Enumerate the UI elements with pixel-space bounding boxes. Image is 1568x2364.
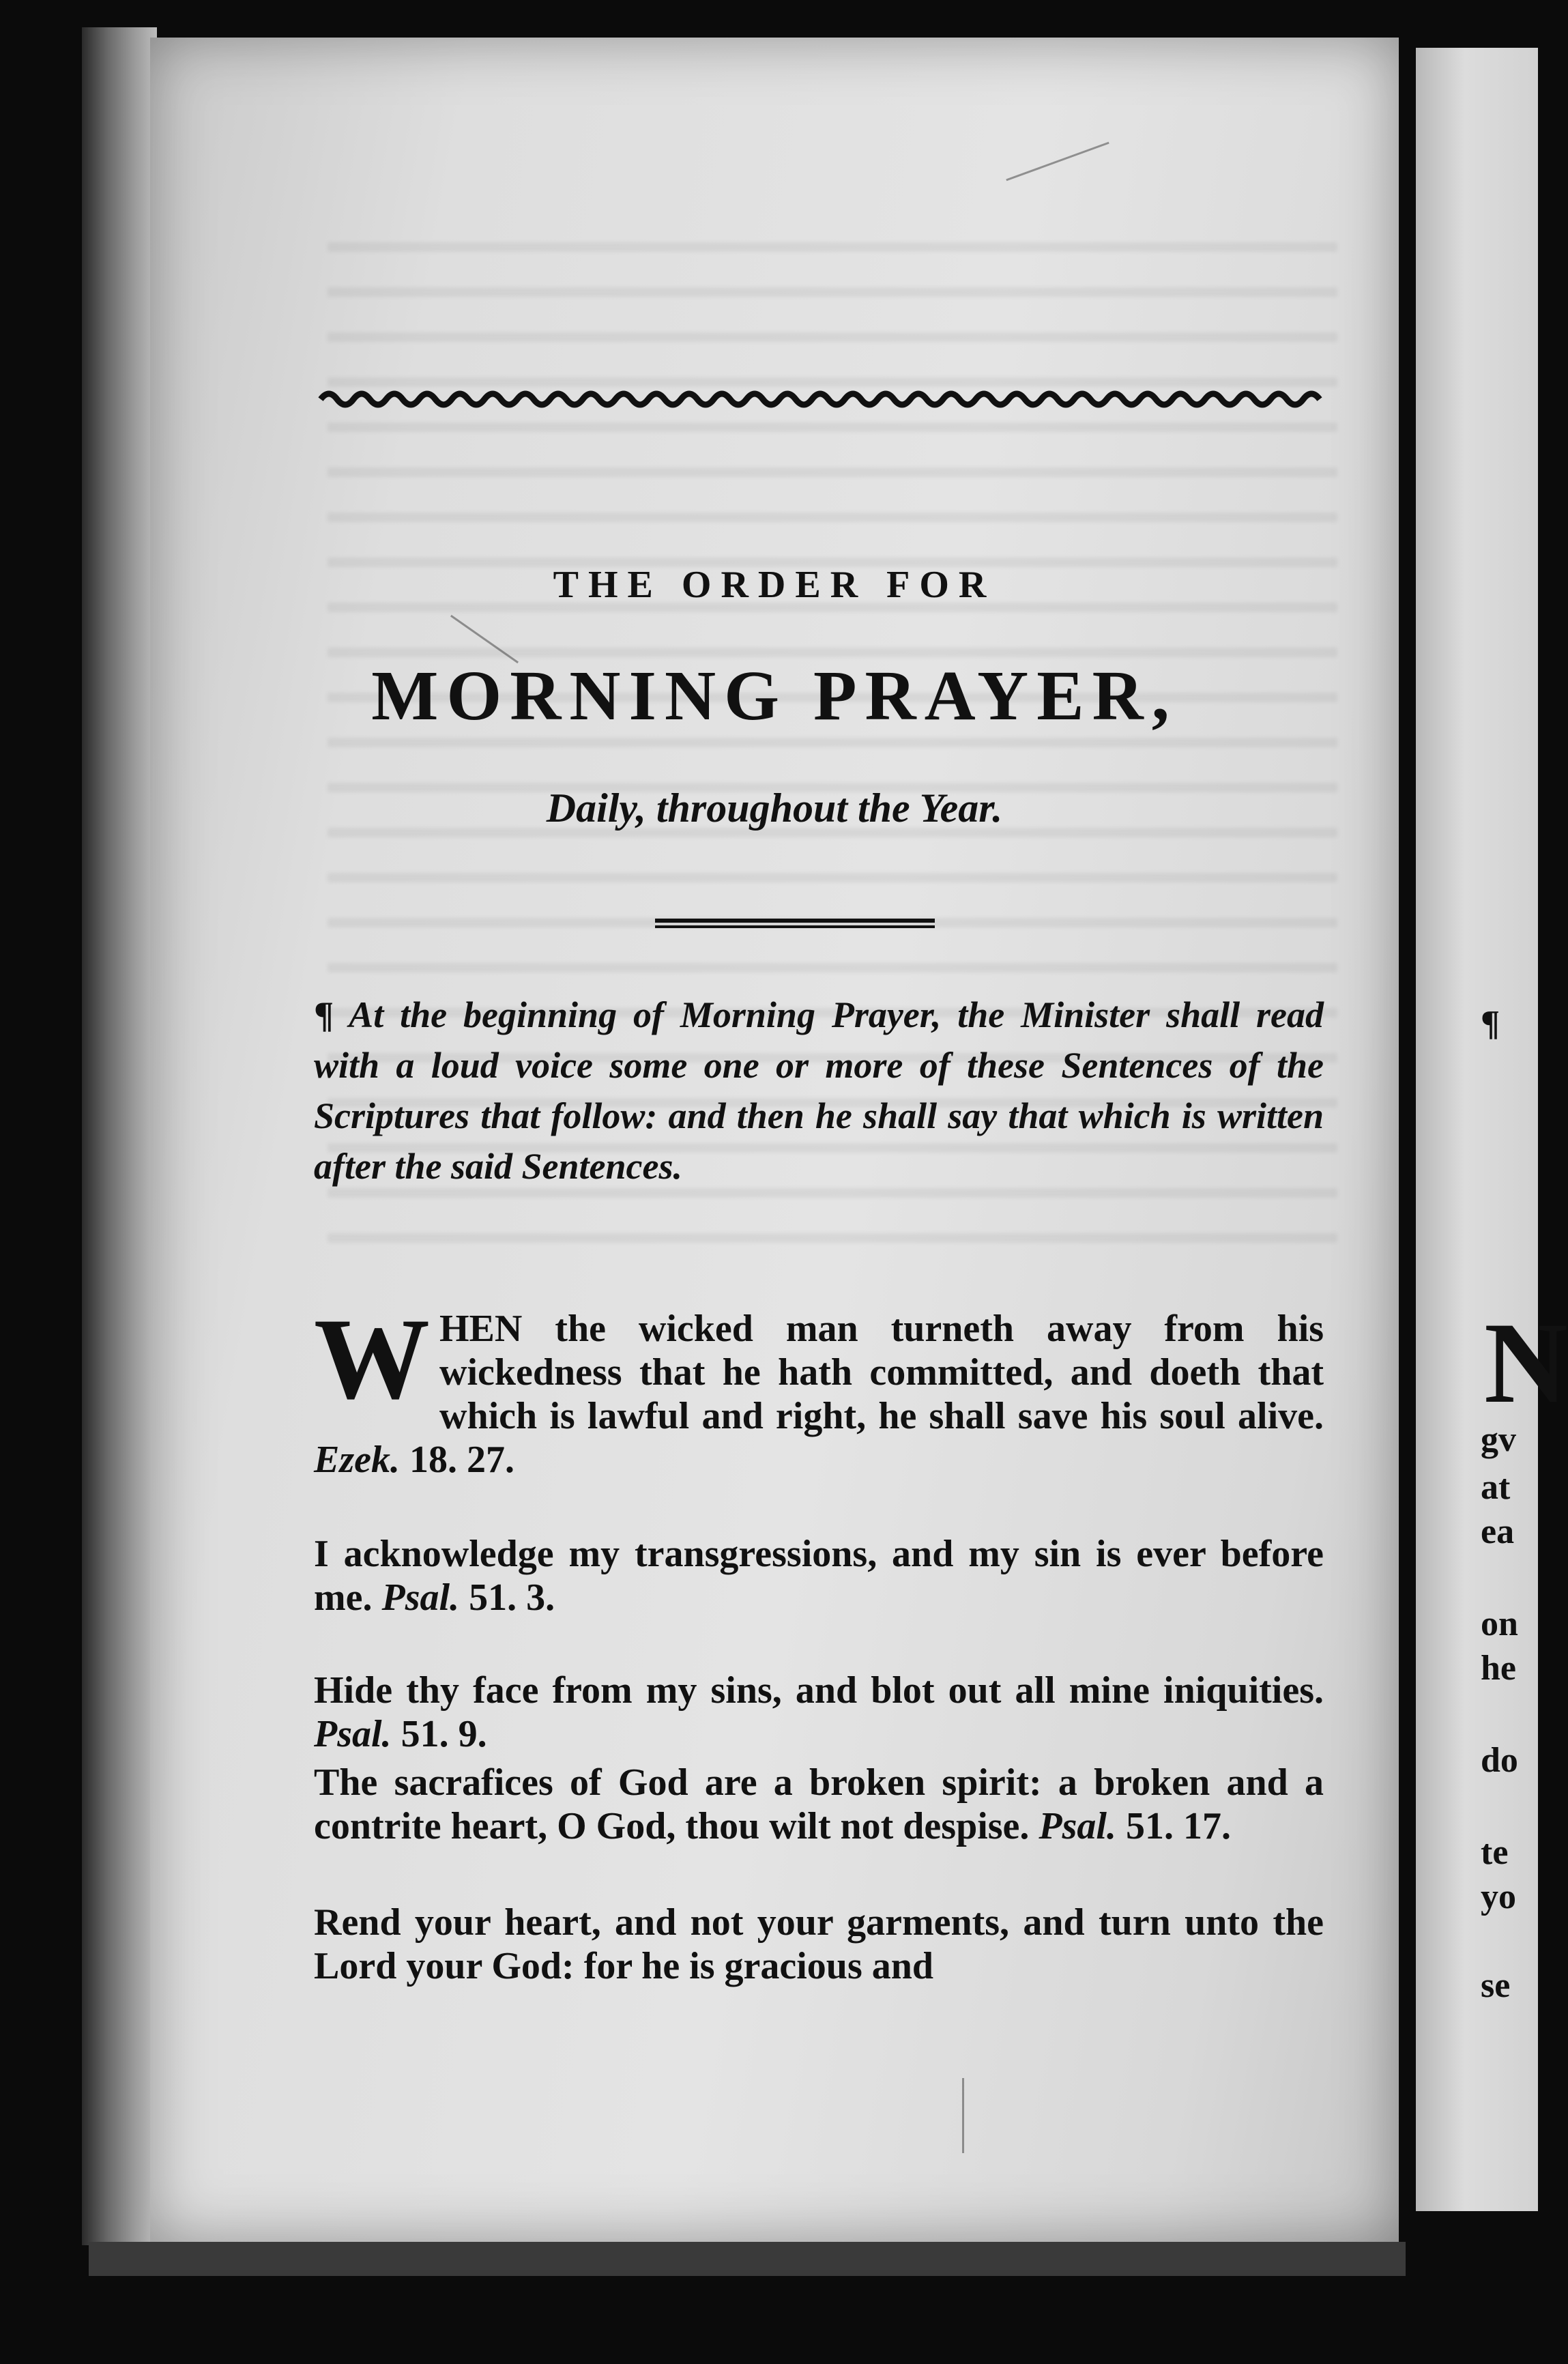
facing-page-fragment: N — [1484, 1299, 1568, 1427]
rubric-text: At the beginning of Morning Prayer, the Minister shall read with a loud voice some one or more of these Sentences of the Scriptures that follow: and then he shall say that which is written after the said Sentences. — [314, 994, 1324, 1187]
scripture-reference-verse: 51. 3. — [459, 1576, 555, 1619]
page-title: MORNING PRAYER, — [371, 657, 1178, 735]
scripture-sentence — [314, 1295, 1324, 1482]
book-binding-edge — [82, 27, 157, 2245]
drop-cap: W — [314, 1295, 430, 1423]
paper-scratch — [962, 2078, 964, 2153]
sentence-text: Rend your heart, and not your garments, and turn unto the Lord your God: for he is gracious and — [314, 1901, 1324, 1987]
page-subtitle: Daily, throughout the Year. — [546, 785, 1003, 831]
scripture-reference-verse: 51. 17. — [1116, 1805, 1231, 1847]
rubric-instruction — [314, 990, 1324, 1192]
scripture-sentence — [314, 1901, 1324, 1988]
facing-page-fragment: at — [1481, 1468, 1511, 1507]
facing-page-fragment: yo — [1481, 1877, 1516, 1916]
facing-page-fragment: he — [1481, 1649, 1516, 1688]
facing-page-fragment: gv — [1481, 1420, 1516, 1459]
facing-page-fragment: do — [1481, 1741, 1518, 1780]
scripture-reference-book: Psal. — [314, 1713, 392, 1755]
facing-page-edge — [1416, 48, 1568, 2211]
scripture-sentence — [314, 1761, 1324, 1848]
facing-page-fragment: ¶ — [1481, 1004, 1500, 1043]
book-page — [150, 38, 1399, 2242]
scripture-reference-verse: 51. 9. — [391, 1713, 487, 1755]
wavy-ornament-rule — [321, 386, 1317, 413]
facing-page-fragment: ea — [1481, 1512, 1515, 1551]
sentence-text: I acknowledge my transgressions, and my sin is ever before me. — [314, 1533, 1324, 1619]
facing-page-fragment: te — [1481, 1833, 1509, 1872]
scripture-reference-book: Ezek. — [314, 1439, 400, 1481]
scripture-reference-verse: 18. 27. — [400, 1439, 514, 1481]
scripture-reference-book: Psal. — [1039, 1805, 1116, 1847]
page-bottom-edge — [89, 2242, 1406, 2276]
sentence-text: Hide thy face from my sins, and blot out all mine iniquities. — [314, 1669, 1324, 1712]
scripture-reference-book: Psal. — [381, 1576, 460, 1619]
facing-page-fragment: se — [1481, 1966, 1511, 2005]
pilcrow-icon: ¶ — [314, 994, 334, 1035]
facing-page-fragment: on — [1481, 1604, 1518, 1643]
sentence-text: HEN the wicked man turneth away from his wickedness that he hath committed, and doeth that which is lawful and right, he shall save his soul alive. — [439, 1308, 1324, 1437]
scripture-sentence — [314, 1532, 1324, 1619]
paper-scratch — [1006, 142, 1109, 182]
sentence-text: The sacrafices of God are a broken spirit: a broken and a contrite heart, O God, thou wilt not despise. — [314, 1761, 1324, 1847]
scripture-sentence — [314, 1669, 1324, 1756]
order-for-heading: THE ORDER FOR — [553, 564, 996, 606]
double-rule — [655, 918, 935, 930]
